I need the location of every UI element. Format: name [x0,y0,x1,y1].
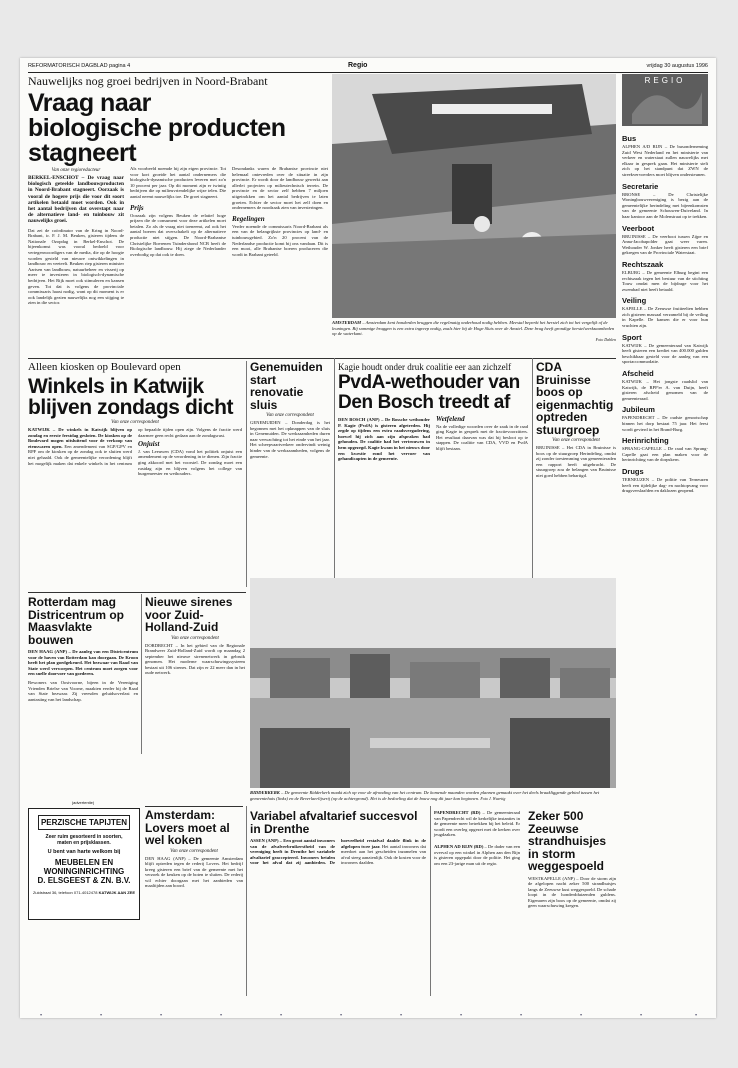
pvda-sub: Wetfelend [436,415,465,423]
lead-body-2: Als voorbeeld noemde hij zijn eigen provincie. Tot voor kort groeide het aantal ondernemers die biologisch-dynamische producten leveren met zo'n 10 procent per jaar. Op dit moment zijn er twintig bedrijven die op milieuvriendelijke wijze telen. Die aantal neemt nauwelijks toe. De groei stagneert. [130,166,226,199]
sidebar-brief [622,369,708,401]
genemuiden-article [250,361,330,459]
newspaper-page: REFORMATORISCH DAGBLAD pagina 4 Regio vrijdag 30 augustus 1996 Nauwelijks nog groei bedrijven in Noord-Brabant Vraag naar biologische producten stagneert Van onze regioredacteur BERKEL-ENSCHOT – De vraag naar biologisch geteelde landbouwproducten in Noord-Brabant stagneert. Oorzaak is vooral de hogere prijs die voor dit soort artikelen betaald moet worden. Ook in het aantal bedrijven dat overstapt naar de alternatieve land- en tuinbouw zit nauwelijks groei. Dat zei de coördinator van de Kring in Noord-Brabant, ir. F. J. M. Beuken, gisteren tijdens de Nationale Ozopdag in Berkel-Enschot. De bijeenkomst was vooral bedoeld voor vertegenwoordigers van de media, die op de hoogte worden gesteld van nieuwe ontwikkelingen in landbouw en veeteelt. Beuken riep gisteren minister Aartsen van landbouw, natuurbeheer en visserij op meer te investeren in biologisch-dynamische bedrijven. Het Rijk moet ook stimuleren en kansen geven. Tot dat is volgens de provinciale commissaris haast nodig, want op dit moment is er ook landelijk gezien nauwelijks nog een stijging te zien in die sector. Als voorbeeld noemde hij zijn eigen provincie. Tot voor kort groeide het aantal ondernemers die biologisch-dynamische producten leveren met zo'n 10 procent per jaar. Op dit moment zijn er twintig bedrijven die op milieuvriendelijke wijze telen. Die aantal neemt nauwelijks toe. De groei stagneert. Prijs Oorzaak zijn volgens Beuken de relatief hoge prijzen die de consument voor deze artikelen moet betalen. Zo als de vraag niet toeneemt, zal ook het aantal boeren dat overschakelt op de alternatieve productie niet stijgen. De Noord-Brabantse Christelijke Boerenen Tuindersbond NCB heeft de Biologische landbouw. Hij ziege de Nederlander overbodig op dat ook te doen. Desondanks waren de Brabantse provincie niet helemaal ontevreden over de situatie in zijn provincie. Er wordt door de landbouw gewerkt aan allerlei projecten op milieutechnisch terrein. De provincie en de sector zelf hebben 7 miljoen uitgetrokken om het aantal bedrijven te laten groeien. Echter de sector moet het zelf doen en ondernemers de noodzaak zien van investeringen. Regelingen Verder noemde de commissaris Noord-Brabant als een van de belangrijkste provincies op land- en tuinbouwgebied. Zo'n 20 procent van de Nederlandse productie komt bij ons vandaan. Dit is een mooi, alle Brabantse boeren produceren die wordt in Brabant geteeld. AMSTERDAM – Amsterdam kent honderden bruggen die regelmatig onderhoud nodig hebben. Meestal beperkt het herstel zich tot het vergelijk of de leuningen. Bij sommige bruggen is een extra ingreep nodig, zoals hier bij de Hoge Sluis over de Amstel. Deze brug heeft grondige herstelwerkzaamheden op de waterkant. Foto Dahlen REGIO Bus ALPHEN A/D RIJN – De busonderneming Zuid West Nederland en het ministerie van verkeer en waterstaat zullen nauwelijks met elkaar in gesprek gaan. Het ministerie stelt zich op het standpunt dat ZWN de streekvervoerders moet blijven ondersteunen. Secretarie BRONSE – De Christelijke Woningbouwvereniging is bezig aan de gemeentelijke herindeling met bijeenkomsten van de gemeente Schouwen-Duiveland. In haar kantoor aan de Molenstraat op te trekken. Veerboot BRUINISSE – De veerboot tussen Zijpe en Anna-Jacobapolder gaat weer varen. Wethouder W. Jonker heeft gisteren een brief gekregen van de Provinciale Waterstaat. Rechtszaak ELBURG – De gemeente Elburg begint een rechtszaak tegen het bestuur van de stichting Touw omdat men de bijdrage voor het zwembad niet heeft betaald. Veiling KAPELLE – De Zeeuwse fruitteelten hebben zich gisteren massaal verzameld bij de veiling in Kapelle. De kansen die er voor hun vruchten zijn. Sport KATWIJK – De gemeenteraad van Katwijk heeft gisteren een krediet van 400.000 gulden beschikbaar gesteld voor de aanleg van een sportaccommodatie. Afscheid KATWIJK – Het jongste raadslid van Katwijk, de RPF'er A. van Duijn, heeft gisteren afscheid genomen van de gemeenteraad. Jubileum PAPENDRECHT – De oudste genootschap binnen het dorp bestaat 75 jaar. Het feest wordt gevierd in het Brand-Burg. Herinrichting SPRANG-CAPELLE – De raad van Sprang-Capelle gaat een plan maken voor de herinrichting van de dorpskern. Drugs TERNEUZEN – De politie van Terneuzen heeft een tijdelijke dag- en nachtopvang voor drugsverslaafden en daklozen geopend. Alleen kiosken op Boulevard open Winkels in Katwijk blijven zondags dicht Van onze correspondent KATWIJK – De winkels in Katwijk blijven op zondag en eerste feestdag gesloten. De kiosken op de Boulevard mogen uitsluitend voor de verkoop van etenswaren open. Een amendement van SGP/GPV en RPF om de kiosken op de zondag ook te sluiten werd niet gehaald. Ook de gemeentelijke verordening blijft het mogelijk maken dat enkele winkels in het centrum op bepaalde tijden open zijn. Volgens de fractie werd daarmee geen recht gedaan aan de zondagsrust. Onjuist J. van Leeuwen (CDA) vond het politiek onjuist een amendement op de verordening in te dienen. Zijn fractie ging akkoord met het voorstel. De zondag moet een rustdag zijn en blijven volgens het college van burgemeester en wethouders. Genemuiden start renovatie sluis Van onze correspondent GENEMUIDEN – Donderdag is het begonnen met het opknappen van de sluis in Genemuiden. De werkzaamheden duren naar verwachting tot het einde van het jaar. Het scheepvaartverkeer ondervindt weinig hinder van de werkzaamheden, volgens de gemeente. Kagie houdt onder druk coalitie eer aan zichzelf PvdA-wethouder van Den Bosch treedt af DEN BOSCH (ANP) – De Bossche wethouder P. Kagie (PvdA) is gisteren afgetreden. Hij zegde op tijdens een extra raadsvergadering, hoewel hij zich aan zijn afspraken had gehouden. De coalitie had het vertrouwen in hem opgezegd. Kagie kwam in het nieuws door een kwestie rond het vervoer van gehandicapten in de gemeente. Wetfelend Na de volledige woorden over de zaak in de raad ging Kagie in gesprek met de fractievoorzitters. Het resultaat daarvan was dat hij besloot op te stappen. De coalitie van CDA, VVD en PvdA blijft bestaan. CDA Bruinisse boos op eigenmachtig optreden stuurgroep Van onze correspondent BRUINISSE – Het CDA in Bruinisse is boos op de stuurgroep Herindeling, omdat zij zonder toestemming van gemeenteraden een rapport heeft uitgebracht. De stuurgroep zou de belangen van Bruinisse niet goed hebben behartigd. RIDDERKERK – De gemeente Ridderkerk maakt zich op voor de afronding van het centrum. De komende maanden worden plannen gemaakt over het deels braakliggende gebied tussen het gemeentehuis (links) en de Beverlaerlijserij (op de achtergrond). Het is de bedoeling dat de bouw nog dit jaar kan beginnen. Foto J. Wuertig Rotterdam mag Districentrum op Maasvlakte bouwen DEN HAAG (ANP) – De aanleg van een Districentrum voor de haven van Rotterdam kan doorgaan. De Kroon heeft het plan goedgekeurd. Het bezwaar van Raad van State werd verworpen. Het centrum moet zorgen voor een snelle doorvoer van goederen. Bewoners van Oostvoorne, bijeen in de Vereniging Vrienden Brielse van Voorne, maakten eerder bij de Raad van State bezwaar. Zij vreesden geluidsoverlast en aantasting van het landschap. Nieuwe sirenes voor Zuid-Holland-Zuid Van onze correspondent DORDRECHT – In het gebied van de Regionale Brandweer Zuid-Holland-Zuid wordt op maandag 2 september het nieuwe sirenenetwerk in gebruik genomen. Het moderne waarschuwingssysteem bestaat uit 106 sirenes. Dat zijn er 22 meer dan in het oude netwerk. (advertentie) PERZISCHE TAPIJTEN Zeer ruim gesorteerd in soorten, maten en prijsklassen. U bent van harte welkom bij MEUBELEN EN WONINGINRICHTING D. ELSGEEST & ZN. B.V. Zuidstraat 36, telefoon 071-4012478 KATWIJK AAN ZEE Amsterdam: Lovers moet al wel koken Van onze correspondent DEN HAAG (ANP) – De gemeente Amsterdam blijft optreden tegen de rederij Lovers. Het bedrijf kreeg gisteren een brief van de gemeente met het verzoek de keuken op de boten te sluiten. De rederij wil echter doorgaan met het aanbieden van maaltijden aan boord. Variabel afvaltarief succesvol in Drenthe ASSEN (ANP) – Een groot aantal inwoners van de afvalverbruikerstheid van de vereniging heeft in Drenthe het variabele afvaltarief geaccepteerd. Inwoners betalen voor het afval dat zij aanbieden. De hoeveelheid restafval daalde flink in de afgelopen twee jaar. Het aantal inwoners dat meedoet aan het gescheiden inzamelen van afval steeg aanzienlijk. Ook de kosten voor de inwoners daalden. PAPENDRECHT (RD) – De gemeenteraad van Papendrecht wil de kerkelijke instanties in de gemeente meer betrekken bij het beleid. Er wordt een overleg opgezet met de kerken over jeugdzaken. ALPHEN AD RIJN (RD) – De dader van een overval op een winkel in Alphen aan den Rijn is gisteren opgepakt door de politie. Het ging om een 23-jarige man uit de regio. Zeker 500 Zeeuwse strandhuisjes in storm weggespoeld WESTKAPELLE (ANP) – Door de storm zijn de afgelopen nacht zeker 500 strandhuisjes langs de Zeeuwse kust weggespoeld. De schade loopt in de honderdduizenden guldens. Eigenaren zijn boos op de gemeente, omdat zij geen waarschuwing kregen. • • • • • • • • • • • • [20,58,716,1018]
katwijk-intro: KATWIJK – De winkels in Katwijk blijven op zondag en eerste feestdag gesloten. De kiosken op de Boulevard mogen uitsluitend voor de verkoop van etenswaren open. [28,427,132,449]
photo-mid-caption-tag: RIDDERKERK [250,790,280,795]
bruinisse-headline: CDA Bruinisse boos op eigenmachtig optreden stuurgroep [536,360,614,437]
rotterdam-body: DEN HAAG (ANP) – De aanleg van een Districentrum voor de haven van Rotterdam kan doorgaan. De Kroon heeft het plan goedgekeurd. Het bezwaar van Raad van State werd verworpen. Het centrum moet zorgen voor een snelle doorvoer van goederen. [28,649,138,677]
ad-label: (advertentie) [71,800,95,805]
photo-top-caption-block: AMSTERDAM – Amsterdam kent honderden bruggen die regelmatig onderhoud nodig hebben. Meestal beperkt het herstel zich tot het vergelijk of de leuningen. Bij sommige bruggen is een extra ingreep nodig, zoals hier bij de Hoge Sluis over de Amstel. Deze brug heeft grondige herstelwerkzaamheden op de waterkant. Foto Dahlen [332,320,616,342]
lead-intro: BERKEL-ENSCHOT – De vraag naar biologisch geteelde landbouwproducten in Noord-Brabant stagneert. Oorzaak is vooral de hogere prijs die voor dit soort artikelen betaald moet worden. Ook in het aantal bedrijven dat overstapt naar de alternatieve land- en tuinbouw zit nauwelijks groei. [28,175,124,225]
ad-line-1: Zeer ruim gesorteerd in soorten, [45,834,123,840]
header-paper-name: REFORMATORISCH DAGBLAD pagina 4 [28,63,131,69]
katwijk-kicker: Alleen kiosken op Boulevard open [28,361,181,373]
sidebar-brief-text: PAPENDRECHT – De oudste genootschap binnen het dorp bestaat 75 jaar. Het feest wordt gevierd in het Brand-Burg. [622,415,708,432]
rotterdam-headline: Rotterdam mag Districentrum op Maasvlakte bouwen [28,595,125,647]
papendrecht-tag: PAPENDRECHT (RD) [434,810,481,815]
sidebar-brief-head: Sport [622,332,642,342]
ad-town: KATWIJK AAN ZEE [98,890,136,895]
lead-headline: Vraag naar biologische producten stagneert [28,89,286,167]
photo-mid-credit: Foto J. Wuertig [480,795,506,801]
ridderkerk-photo-illustration [250,578,616,788]
sidebar-brief [622,333,708,365]
bruinisse-article [536,361,616,479]
header-date: vrijdag 30 augustus 1996 [646,63,708,69]
header-section: Regio [348,62,368,69]
pvda-kicker: Kagie houdt onder druk coalitie eer aan zichzelf [338,362,512,372]
sidebar-brief-text: BRUINISSE – De veerboot tussen Zijpe en Anna-Jacobapolder gaat weer varen. Wethouder W. Jonker heeft gisteren een brief gekregen van de Provinciale Waterstaat. [622,233,708,256]
sidebar-brief-head: Veiling [622,296,647,306]
photo-top-credit: Foto Dahlen [595,336,616,342]
sidebar-brief [622,134,708,178]
afval-headline: Variabel afvaltarief succesvol in Drenthe [250,809,418,836]
amsterdam-body: DEN HAAG (ANP) – De gemeente Amsterdam blijft optreden tegen de rederij Lovers. Het bedrijf kreeg gisteren een brief van de gemeente met het verzoek de keuken op de boten te sluiten. De rederij wil echter doorgaan met het aanbieden van maaltijden aan boord. [145,855,243,889]
lead-col-2 [130,166,226,257]
pvda-body: DEN BOSCH (ANP) – De Bossche wethouder P. Kagie (PvdA) is gisteren afgetreden. Hij zegde op tijdens een extra raadsvergadering, hoewel hij zich aan zijn afspraken had gehouden. De coalitie had het vertrouwen in hem opgezegd. Kagie kwam in het nieuws door een kwestie rond het vervoer van gehandicapten in de gemeente. [338,417,430,462]
ad-name-1: MEUBELEN EN [54,858,114,867]
amsterdam-headline: Amsterdam: Lovers moet al wel koken [145,808,230,847]
papendrecht-body: De gemeenteraad van Papendrecht wil de kerkelijke instanties in de gemeente meer betrekken bij het beleid. Er wordt een overleg opgezet met de kerken over jeugdzaken. [434,810,520,838]
lead-byline: Van onze regioredacteur [51,168,101,173]
sidebar-brief-text: ALPHEN A/D RIJN – De busonderneming Zuid West Nederland en het ministerie van verkeer en waterstaat zullen nauwelijks met elkaar in gesprek gaan. Het ministerie stelt zich op het standpunt dat ZWN de streekvervoerders moet blijven ondersteunen. [622,144,708,177]
photo-mid-caption-block: RIDDERKERK – De gemeente Ridderkerk maakt zich op voor de afronding van het centrum. De komende maanden worden plannen gemaakt over het deels braakliggende gebied tussen het gemeentehuis (links) en de Beverlaerlijserij (op de achtergrond). Het is de bedoeling dat de bouw nog dit jaar kan beginnen. Foto J. Wuertig [250,790,600,801]
afval-body: ASSEN (ANP) – Een groot aantal inwoners van de afvalverbruikerstheid van de vereniging heeft in Drenthe het variabele afvaltarief geaccepteerd. Inwoners betalen voor het afval dat zij aanbieden. De hoeveelheid restafval daalde flink in de afgelopen twee jaar. [250,838,426,866]
rotterdam-article [28,596,138,702]
photo-bridge-repair [332,74,616,318]
lead-sub-prijs: Prijs [130,203,144,212]
sidebar-brief-text: KAPELLE – De Zeeuwse fruitteelten hebben zich gisteren massaal verzameld bij de veiling in Kapelle. De kansen die er voor hun vruchten zijn. [622,306,708,329]
afval-article [250,810,426,866]
katwijk-sub: Onjuist [138,440,160,449]
photo-ridderkerk [250,578,616,788]
lead-article [28,75,328,166]
katwijk-article [28,361,242,627]
katwijk-headline: Winkels in Katwijk blijven zondags dicht [28,375,234,419]
genemuiden-byline: Van onze correspondent [266,413,314,418]
katwijk-byline: Van onze correspondent [111,420,159,425]
lead-body-4: Desondanks waren de Brabantse provincie niet helemaal ontevreden over de situatie in zijn provincie. Er wordt door de landbouw gewerkt aan allerlei projecten op milieutechnisch terrein. De provincie en de sector zelf hebben 7 miljoen uitgetrokken om het aantal bedrijven te laten groeien. Echter de sector moet het zelf doen en ondernemers de noodzaak zien van investeringen. [232,166,328,211]
sidebar-brief [622,296,708,328]
sidebar-brief-head: Drugs [622,466,644,476]
regio-panel [622,74,708,126]
rotterdam-body-2: Bewoners van Oostvoorne, bijeen in de Vereniging Vrienden Brielse van Voorne, maakten eerder bij de Raad van State bezwaar. Zij vreesden geluidsoverlast en aantasting van het landschap. [28,679,138,702]
photo-mid-caption: De gemeente Ridderkerk maakt zich op voor de afronding van het centrum. De komende maanden worden plannen gemaakt over het deels braakliggende gebied tussen het gemeentehuis (links) en de Beverlaerlijserij (op de achtergrond). Het is de bedoeling dat de bouw nog dit jaar kan beginnen. [250,790,600,801]
bridge-photo-illustration [332,74,616,318]
pvda-headline: PvdA-wethouder van Den Bosch treedt af [338,372,520,413]
lead-intro-col [28,166,124,306]
lead-body-3: Oorzaak zijn volgens Beuken de relatief hoge prijzen die de consument voor deze artikelen moet betalen. Zo als de vraag niet toeneemt, zal ook het aantal boeren dat overschakelt op de alternatieve productie niet stijgen. De Noord-Brabantse Christelijke Boerenen Tuindersbond NCB heeft de Biologische landbouw. Hij ziege de Nederlander overbodig op dat ook te doen. [130,212,226,257]
ad-title: PERZISCHE TAPIJTEN [38,815,130,830]
advertisement-tapijten [28,808,140,920]
ad-line-2: maten en prijsklassen. [57,840,111,846]
briefs-column: PAPENDRECHT (RD) – De gemeenteraad van Papendrecht wil de kerkelijke instanties in de gemeente meer betrekken bij het beleid. Er wordt een overleg opgezet met de kerken over jeugdzaken. ALPHEN AD RIJN (RD) – De dader van een overval op een winkel in Alphen aan den Rijn is gisteren opgepakt door de politie. Het ging om een 23-jarige man uit de regio. [434,810,520,866]
sidebar-brief-text: KATWIJK – Het jongste raadslid van Katwijk, de RPF'er A. van Duijn, heeft gisteren afscheid genomen van de gemeenteraad. [622,379,708,401]
sidebar-brief [622,182,708,220]
lead-sub-regelingen: Regelingen [232,214,265,223]
sidebar-brief [622,224,708,256]
amsterdam-article [145,806,243,889]
sirenes-body: DORDRECHT – In het gebied van de Regionale Brandweer Zuid-Holland-Zuid wordt op maandag 2 september het nieuwe sirenenetwerk in gebruik genomen. Het moderne waarschuwingssysteem bestaat uit 106 sirenes. Dat zijn er 22 meer dan in het oude netwerk. [145,642,245,676]
sirenes-headline: Nieuwe sirenes voor Zuid-Holland-Zuid [145,595,233,634]
sidebar-brief-head: Veerboot [622,223,655,233]
pvda-body-2: Na de volledige woorden over de zaak in de raad ging Kagie in gesprek met de fractievoorzitters. Het resultaat daarvan was dat hij besloot op te stappen. De coalitie van CDA, VVD en PvdA blijft bestaan. [436,423,528,451]
sidebar-brief [622,405,708,432]
sirenes-article [145,596,245,676]
sidebar-brief-head: Afscheid [622,369,654,379]
genemuiden-headline: Genemuiden start renovatie sluis [250,360,323,412]
bruinisse-body: BRUINISSE – Het CDA in Bruinisse is boos op de stuurgroep Herindeling, omdat zij zonder toestemming van gemeenteraden een rapport heeft uitgebracht. De stuurgroep zou de belangen van Bruinisse niet goed hebben behartigd. [536,445,616,478]
lead-col-3 [232,166,328,257]
regio-title: REGIO [644,76,686,85]
sidebar-brief [622,436,708,463]
regio-sidebar [622,130,708,494]
katwijk-body: Een amendement van SGP/GPV en RPF om de kiosken op de zondag ook te sluiten werd niet gehaald. Ook de gemeentelijke verordening blijft het mogelijk maken dat enkele winkels in het centrum op bepaalde tijden open zijn. Volgens de fractie werd daarmee geen recht gedaan aan de zondagsrust. [28,427,242,466]
sidebar-brief-text: SPRANG-CAPELLE – De raad van Sprang-Capelle gaat een plan maken voor de herinrichting van de dorpskern. [622,446,708,463]
ad-name-2: WONINGINRICHTING [43,867,125,876]
bruinisse-byline: Van onze correspondent [552,438,600,443]
sirenes-byline: Van onze correspondent [171,635,219,641]
sidebar-brief-head: Bus [622,134,637,143]
sidebar-brief-text: BRONSE – De Christelijke Woningbouwvereniging is bezig aan de gemeentelijke herindeling met bijeenkomsten van de gemeente Schouwen-Duiveland. In haar kantoor aan de Molenstraat op te trekken. [622,191,708,219]
ad-name-3: D. ELSGEEST & ZN. B.V. [37,876,131,885]
sidebar-brief-head: Jubileum [622,405,655,415]
ad-line-3: U bent van harte welkom bij [47,849,121,855]
afval-body-2: Het aantal inwoners dat meedoet aan het gescheiden inzamelen van afval steeg aanzienlijk. Ook de kosten voor de inwoners daalden. [341,843,426,866]
alphen-tag: ALPHEN AD RIJN (RD) [434,843,484,849]
zeeuws-body: WESTKAPELLE (ANP) – Door de storm zijn de afgelopen nacht zeker 500 strandhuisjes langs de Zeeuwse kust weggespoeld. De schade loopt in de honderdduizenden guldens. Eigenaren zijn boos op de gemeente, omdat zij geen waarschuwing kregen. [528,875,616,909]
sidebar-brief [622,260,708,292]
sidebar-brief-text: TERNEUZEN – De politie van Terneuzen heeft een tijdelijke dag- en nachtopvang voor drugsverslaafden en daklozen geopend. [622,476,708,494]
zeeuws-article [528,810,616,909]
katwijk-body-2: J. van Leeuwen (CDA) vond het politiek onjuist een amendement op de verordening in te dienen. Zijn fractie ging akkoord met het voorstel. De zondag moet een rustdag zijn en blijven volgens het college van burgemeester en wethouders. [138,448,242,477]
sidebar-brief-text: ELBURG – De gemeente Elburg begint een rechtszaak tegen het bestuur van de stichting Touw omdat men de bijdrage voor het zwembad niet heeft betaald. [622,269,708,292]
lead-kicker: Nauwelijks nog groei bedrijven in Noord-Brabant [28,74,268,88]
alphen-body: De dader van een overval op een winkel in Alphen aan den Rijn is gisteren opgepakt door de politie. Het ging om een 23-jarige man uit de regio. [434,843,520,866]
ad-address: Zuidstraat 36, telefoon 071-4012478 [32,890,98,895]
pvda-article [338,361,528,587]
lead-body-1: Dat zei de coördinator van de Kring in Noord-Brabant, ir. F. J. M. Beuken, gisteren tijdens de Nationale Ozopdag in Berkel-Enschot. De bijeenkomst was vooral bedoeld voor vertegenwoordigers van de media, die op de hoogte worden gesteld van nieuwe ontwikkelingen in landbouw en veeteelt. Beuken riep gisteren minister Aartsen van landbouw, natuurbeheer en visserij op meer te investeren in biologisch-dynamische bedrijven. Het Rijk moet ook stimuleren en kansen geven. Tot dat is volgens de provinciale commissaris haast nodig, want op dit moment is er ook landelijk gezien nauwelijks nog een stijging te zien in die sector. [28,227,124,306]
sidebar-brief-head: Rechtszaak [622,259,664,269]
page-header [28,62,708,73]
sidebar-brief-text: KATWIJK – De gemeenteraad van Katwijk heeft gisteren een krediet van 400.000 gulden beschikbaar gesteld voor de aanleg van een sportaccommodatie. [622,342,708,365]
amsterdam-byline: Van onze correspondent [170,848,218,854]
sidebar-brief-head: Herinrichting [622,436,669,446]
sidebar-brief [622,467,708,494]
lead-body-5: Verder noemde de commissaris Noord-Brabant als een van de belangrijkste provincies op land- en tuinbouwgebied. Zo'n 20 procent van de Nederlandse productie komt bij ons vandaan. Dit is een mooi, alle Brabantse boeren produceren die wordt in Brabant geteeld. [232,223,328,257]
photo-top-caption-tag: AMSTERDAM [332,320,362,325]
sidebar-brief-head: Secretarie [622,181,659,191]
zeeuws-headline: Zeker 500 Zeeuwse strandhuisjes in storm weggespoeld [528,809,607,873]
genemuiden-body: GENEMUIDEN – Donderdag is het begonnen met het opknappen van de sluis in Genemuiden. De werkzaamheden duren naar verwachting tot het einde van het jaar. Het scheepvaartverkeer ondervindt weinig hinder van de werkzaamheden, volgens de gemeente. [250,420,330,459]
photo-top-caption: Amsterdam kent honderden bruggen die regelmatig onderhoud nodig hebben. Meestal beperkt het herstel zich tot het vergelijk of de leuningen. Bij sommige bruggen is een extra ingreep nodig, zoals hier bij de Hoge Sluis over de Amstel. Deze brug heeft grondige herstelwerkzaamheden op de waterkant. [332,320,615,337]
